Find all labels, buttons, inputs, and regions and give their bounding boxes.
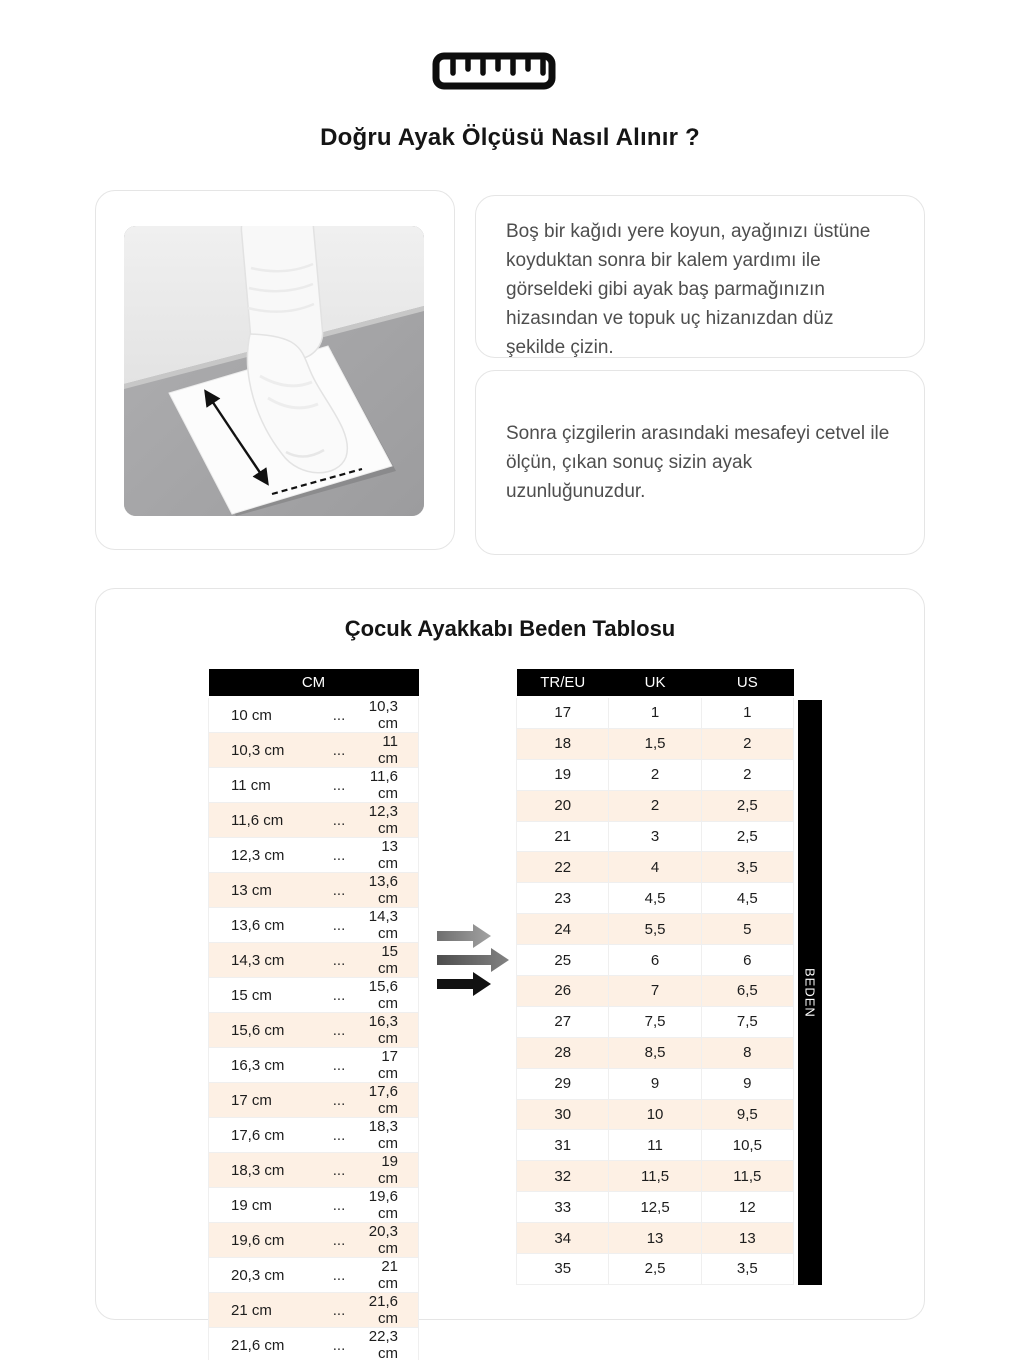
- uk-cell: 1,5: [609, 728, 701, 759]
- cm-table-row: [209, 1293, 419, 1328]
- cm-header-cell: CM: [209, 669, 419, 697]
- cm-table-row: [209, 1083, 419, 1118]
- conversion-table-row: [517, 1223, 794, 1254]
- uk-cell: 12,5: [609, 1192, 701, 1223]
- conversion-table-row: [517, 1099, 794, 1130]
- cm-separator-cell: ...: [319, 1083, 359, 1118]
- conversion-table-row: [517, 1254, 794, 1285]
- tr-eu-cell: 33: [517, 1192, 609, 1223]
- size-section-title: Çocuk Ayakkabı Beden Tablosu: [344, 616, 676, 641]
- cm-to-cell: 21 cm: [359, 1258, 419, 1293]
- conversion-table-row: [517, 883, 794, 914]
- cm-to-cell: 17 cm: [359, 1048, 419, 1083]
- us-cell: 8: [701, 1037, 793, 1068]
- cm-table-row: [209, 1153, 419, 1188]
- cm-range-table: [208, 669, 419, 1360]
- foot-on-paper-illustration: [124, 226, 424, 516]
- uk-cell: 9: [609, 1068, 701, 1099]
- us-cell: 9: [701, 1068, 793, 1099]
- uk-cell: 13: [609, 1223, 701, 1254]
- cm-table-row: [209, 1118, 419, 1153]
- us-cell: 13: [701, 1223, 793, 1254]
- uk-cell: 11,5: [609, 1161, 701, 1192]
- cm-separator-cell: ...: [319, 733, 359, 768]
- arrow-top: [437, 924, 491, 948]
- tr-eu-cell: 27: [517, 1006, 609, 1037]
- us-cell: 3,5: [701, 1254, 793, 1285]
- cm-to-cell: 11,6 cm: [359, 768, 419, 803]
- us-cell: 10,5: [701, 1130, 793, 1161]
- conversion-table-row: [517, 759, 794, 790]
- conversion-table-header: [517, 669, 794, 697]
- instruction-box-1: [475, 195, 925, 358]
- tr-eu-cell: 35: [517, 1254, 609, 1285]
- tr-eu-cell: 25: [517, 945, 609, 976]
- tr-eu-cell: 19: [517, 759, 609, 790]
- cm-to-cell: 13 cm: [359, 838, 419, 873]
- us-cell: 9,5: [701, 1099, 793, 1130]
- us-cell: 2,5: [701, 790, 793, 821]
- us-cell: 2,5: [701, 821, 793, 852]
- cm-table-row: [209, 978, 419, 1013]
- conversion-table-row: [517, 1037, 794, 1068]
- cm-from-cell: 18,3 cm: [209, 1153, 320, 1188]
- cm-separator-cell: ...: [319, 873, 359, 908]
- us-cell: 7,5: [701, 1006, 793, 1037]
- us-cell: 2: [701, 759, 793, 790]
- conversion-table-row: [517, 790, 794, 821]
- cm-to-cell: 11 cm: [359, 733, 419, 768]
- cm-separator-cell: ...: [319, 1153, 359, 1188]
- tr-eu-cell: 17: [517, 697, 609, 728]
- cm-table-row: [209, 803, 419, 838]
- cm-table-row: [209, 1328, 419, 1360]
- arrow-bottom: [437, 972, 491, 996]
- uk-cell: 2,5: [609, 1254, 701, 1285]
- tr-eu-cell: 24: [517, 914, 609, 945]
- tr-eu-cell: 29: [517, 1068, 609, 1099]
- tr-eu-cell: 22: [517, 852, 609, 883]
- cm-separator-cell: ...: [319, 838, 359, 873]
- cm-to-cell: 12,3 cm: [359, 803, 419, 838]
- cm-from-cell: 13 cm: [209, 873, 320, 908]
- cm-separator-cell: ...: [319, 1048, 359, 1083]
- instruction-box-2: [475, 370, 925, 555]
- cm-table-row: [209, 697, 419, 733]
- cm-table-row: [209, 768, 419, 803]
- tr-eu-cell: 28: [517, 1037, 609, 1068]
- conversion-table-row: [517, 697, 794, 728]
- uk-cell: 10: [609, 1099, 701, 1130]
- us-cell: 3,5: [701, 852, 793, 883]
- uk-cell: 8,5: [609, 1037, 701, 1068]
- cm-table-body: [209, 697, 419, 1360]
- uk-cell: 5,5: [609, 914, 701, 945]
- uk-cell: 7,5: [609, 1006, 701, 1037]
- size-table-card: [95, 588, 925, 1360]
- uk-cell: 6: [609, 945, 701, 976]
- header-us: US: [701, 669, 793, 697]
- foot-measure-photo-card: [95, 190, 455, 550]
- cm-from-cell: 14,3 cm: [209, 943, 320, 978]
- cm-to-cell: 21,6 cm: [359, 1293, 419, 1328]
- cm-to-cell: 22,3 cm: [359, 1328, 419, 1360]
- cm-separator-cell: ...: [319, 768, 359, 803]
- cm-separator-cell: ...: [319, 943, 359, 978]
- cm-to-cell: 16,3 cm: [359, 1013, 419, 1048]
- tr-eu-cell: 21: [517, 821, 609, 852]
- conversion-table-row: [517, 945, 794, 976]
- cm-separator-cell: ...: [319, 1293, 359, 1328]
- arrow-middle: [437, 948, 509, 972]
- us-cell: 5: [701, 914, 793, 945]
- cm-from-cell: 15,6 cm: [209, 1013, 320, 1048]
- cm-from-cell: 19,6 cm: [209, 1223, 320, 1258]
- cm-to-cell: 10,3 cm: [359, 697, 419, 733]
- cm-from-cell: 15 cm: [209, 978, 320, 1013]
- cm-from-cell: 21,6 cm: [209, 1328, 320, 1360]
- cm-separator-cell: ...: [319, 1328, 359, 1360]
- us-cell: 12: [701, 1192, 793, 1223]
- cm-table-row: [209, 1188, 419, 1223]
- cm-to-cell: 17,6 cm: [359, 1083, 419, 1118]
- cm-from-cell: 17,6 cm: [209, 1118, 320, 1153]
- cm-from-cell: 16,3 cm: [209, 1048, 320, 1083]
- ruler-icon: [432, 52, 556, 90]
- conversion-table-row: [517, 728, 794, 759]
- size-conversion-table: [516, 669, 794, 1285]
- cm-from-cell: 10 cm: [209, 697, 320, 733]
- cm-from-cell: 19 cm: [209, 1188, 320, 1223]
- cm-table-row: [209, 1258, 419, 1293]
- us-cell: 6,5: [701, 976, 793, 1007]
- cm-from-cell: 20,3 cm: [209, 1258, 320, 1293]
- cm-table-row: [209, 908, 419, 943]
- uk-cell: 4: [609, 852, 701, 883]
- conversion-table-row: [517, 914, 794, 945]
- tr-eu-cell: 34: [517, 1223, 609, 1254]
- conversion-table-row: [517, 1192, 794, 1223]
- cm-to-cell: 20,3 cm: [359, 1223, 419, 1258]
- uk-cell: 3: [609, 821, 701, 852]
- cm-separator-cell: ...: [319, 1118, 359, 1153]
- cm-to-cell: 13,6 cm: [359, 873, 419, 908]
- cm-separator-cell: ...: [319, 1188, 359, 1223]
- cm-table-header: [209, 669, 419, 697]
- us-cell: 4,5: [701, 883, 793, 914]
- cm-separator-cell: ...: [319, 697, 359, 733]
- cm-separator-cell: ...: [319, 908, 359, 943]
- cm-to-cell: 19 cm: [359, 1153, 419, 1188]
- uk-cell: 11: [609, 1130, 701, 1161]
- conversion-table-row: [517, 1006, 794, 1037]
- transfer-arrows-icon: [435, 918, 511, 998]
- cm-from-cell: 17 cm: [209, 1083, 320, 1118]
- tr-eu-cell: 23: [517, 883, 609, 914]
- cm-separator-cell: ...: [319, 1258, 359, 1293]
- conversion-table-row: [517, 821, 794, 852]
- us-cell: 1: [701, 697, 793, 728]
- us-cell: 2: [701, 728, 793, 759]
- cm-table-row: [209, 733, 419, 768]
- cm-table-row: [209, 1048, 419, 1083]
- conversion-table-wrap: [516, 669, 818, 1285]
- cm-table-row: [209, 1223, 419, 1258]
- cm-to-cell: 18,3 cm: [359, 1118, 419, 1153]
- conversion-table-row: [517, 852, 794, 883]
- uk-cell: 2: [609, 759, 701, 790]
- cm-table-row: [209, 838, 419, 873]
- uk-cell: 1: [609, 697, 701, 728]
- cm-separator-cell: ...: [319, 1013, 359, 1048]
- cm-from-cell: 11,6 cm: [209, 803, 320, 838]
- cm-from-cell: 10,3 cm: [209, 733, 320, 768]
- cm-from-cell: 11 cm: [209, 768, 320, 803]
- conversion-table-row: [517, 1068, 794, 1099]
- cm-to-cell: 19,6 cm: [359, 1188, 419, 1223]
- tr-eu-cell: 31: [517, 1130, 609, 1161]
- cm-table-row: [209, 943, 419, 978]
- cm-to-cell: 14,3 cm: [359, 908, 419, 943]
- cm-table-row: [209, 1013, 419, 1048]
- us-cell: 11,5: [701, 1161, 793, 1192]
- uk-cell: 2: [609, 790, 701, 821]
- conversion-table-row: [517, 1130, 794, 1161]
- cm-to-cell: 15,6 cm: [359, 978, 419, 1013]
- uk-cell: 4,5: [609, 883, 701, 914]
- cm-to-cell: 15 cm: [359, 943, 419, 978]
- tr-eu-cell: 30: [517, 1099, 609, 1130]
- tr-eu-cell: 26: [517, 976, 609, 1007]
- tr-eu-cell: 32: [517, 1161, 609, 1192]
- conversion-table-row: [517, 976, 794, 1007]
- cm-separator-cell: ...: [319, 978, 359, 1013]
- header-tr-eu: TR/EU: [517, 669, 609, 697]
- cm-separator-cell: ...: [319, 1223, 359, 1258]
- conversion-table-row: [517, 1161, 794, 1192]
- foot-on-paper-photo: [124, 226, 424, 516]
- cm-from-cell: 13,6 cm: [209, 908, 320, 943]
- tr-eu-cell: 20: [517, 790, 609, 821]
- cm-from-cell: 21 cm: [209, 1293, 320, 1328]
- conversion-table-body: [517, 697, 794, 1284]
- cm-separator-cell: ...: [319, 803, 359, 838]
- cm-table-row: [209, 873, 419, 908]
- cm-from-cell: 12,3 cm: [209, 838, 320, 873]
- instruction-step-1: Boş bir kağıdı yere koyun, ayağınızı üstüne koyduktan sonra bir kalem yardımı ile görseldeki gibi ayak baş parmağınızın hizasından ve topuk uç hizanızdan düz şekilde çizin.: [506, 221, 871, 358]
- instruction-step-2: Sonra çizgilerin arasındaki mesafeyi cetvel ile ölçün, çıkan sonuç sizin ayak uzunluğunuzdur.: [506, 423, 890, 502]
- us-cell: 6: [701, 945, 793, 976]
- uk-cell: 7: [609, 976, 701, 1007]
- page-title: Doğru Ayak Ölçüsü Nasıl Alınır ?: [320, 124, 700, 151]
- tr-eu-cell: 18: [517, 728, 609, 759]
- beden-vertical-label: BEDEN: [798, 700, 822, 1285]
- header-uk: UK: [609, 669, 701, 697]
